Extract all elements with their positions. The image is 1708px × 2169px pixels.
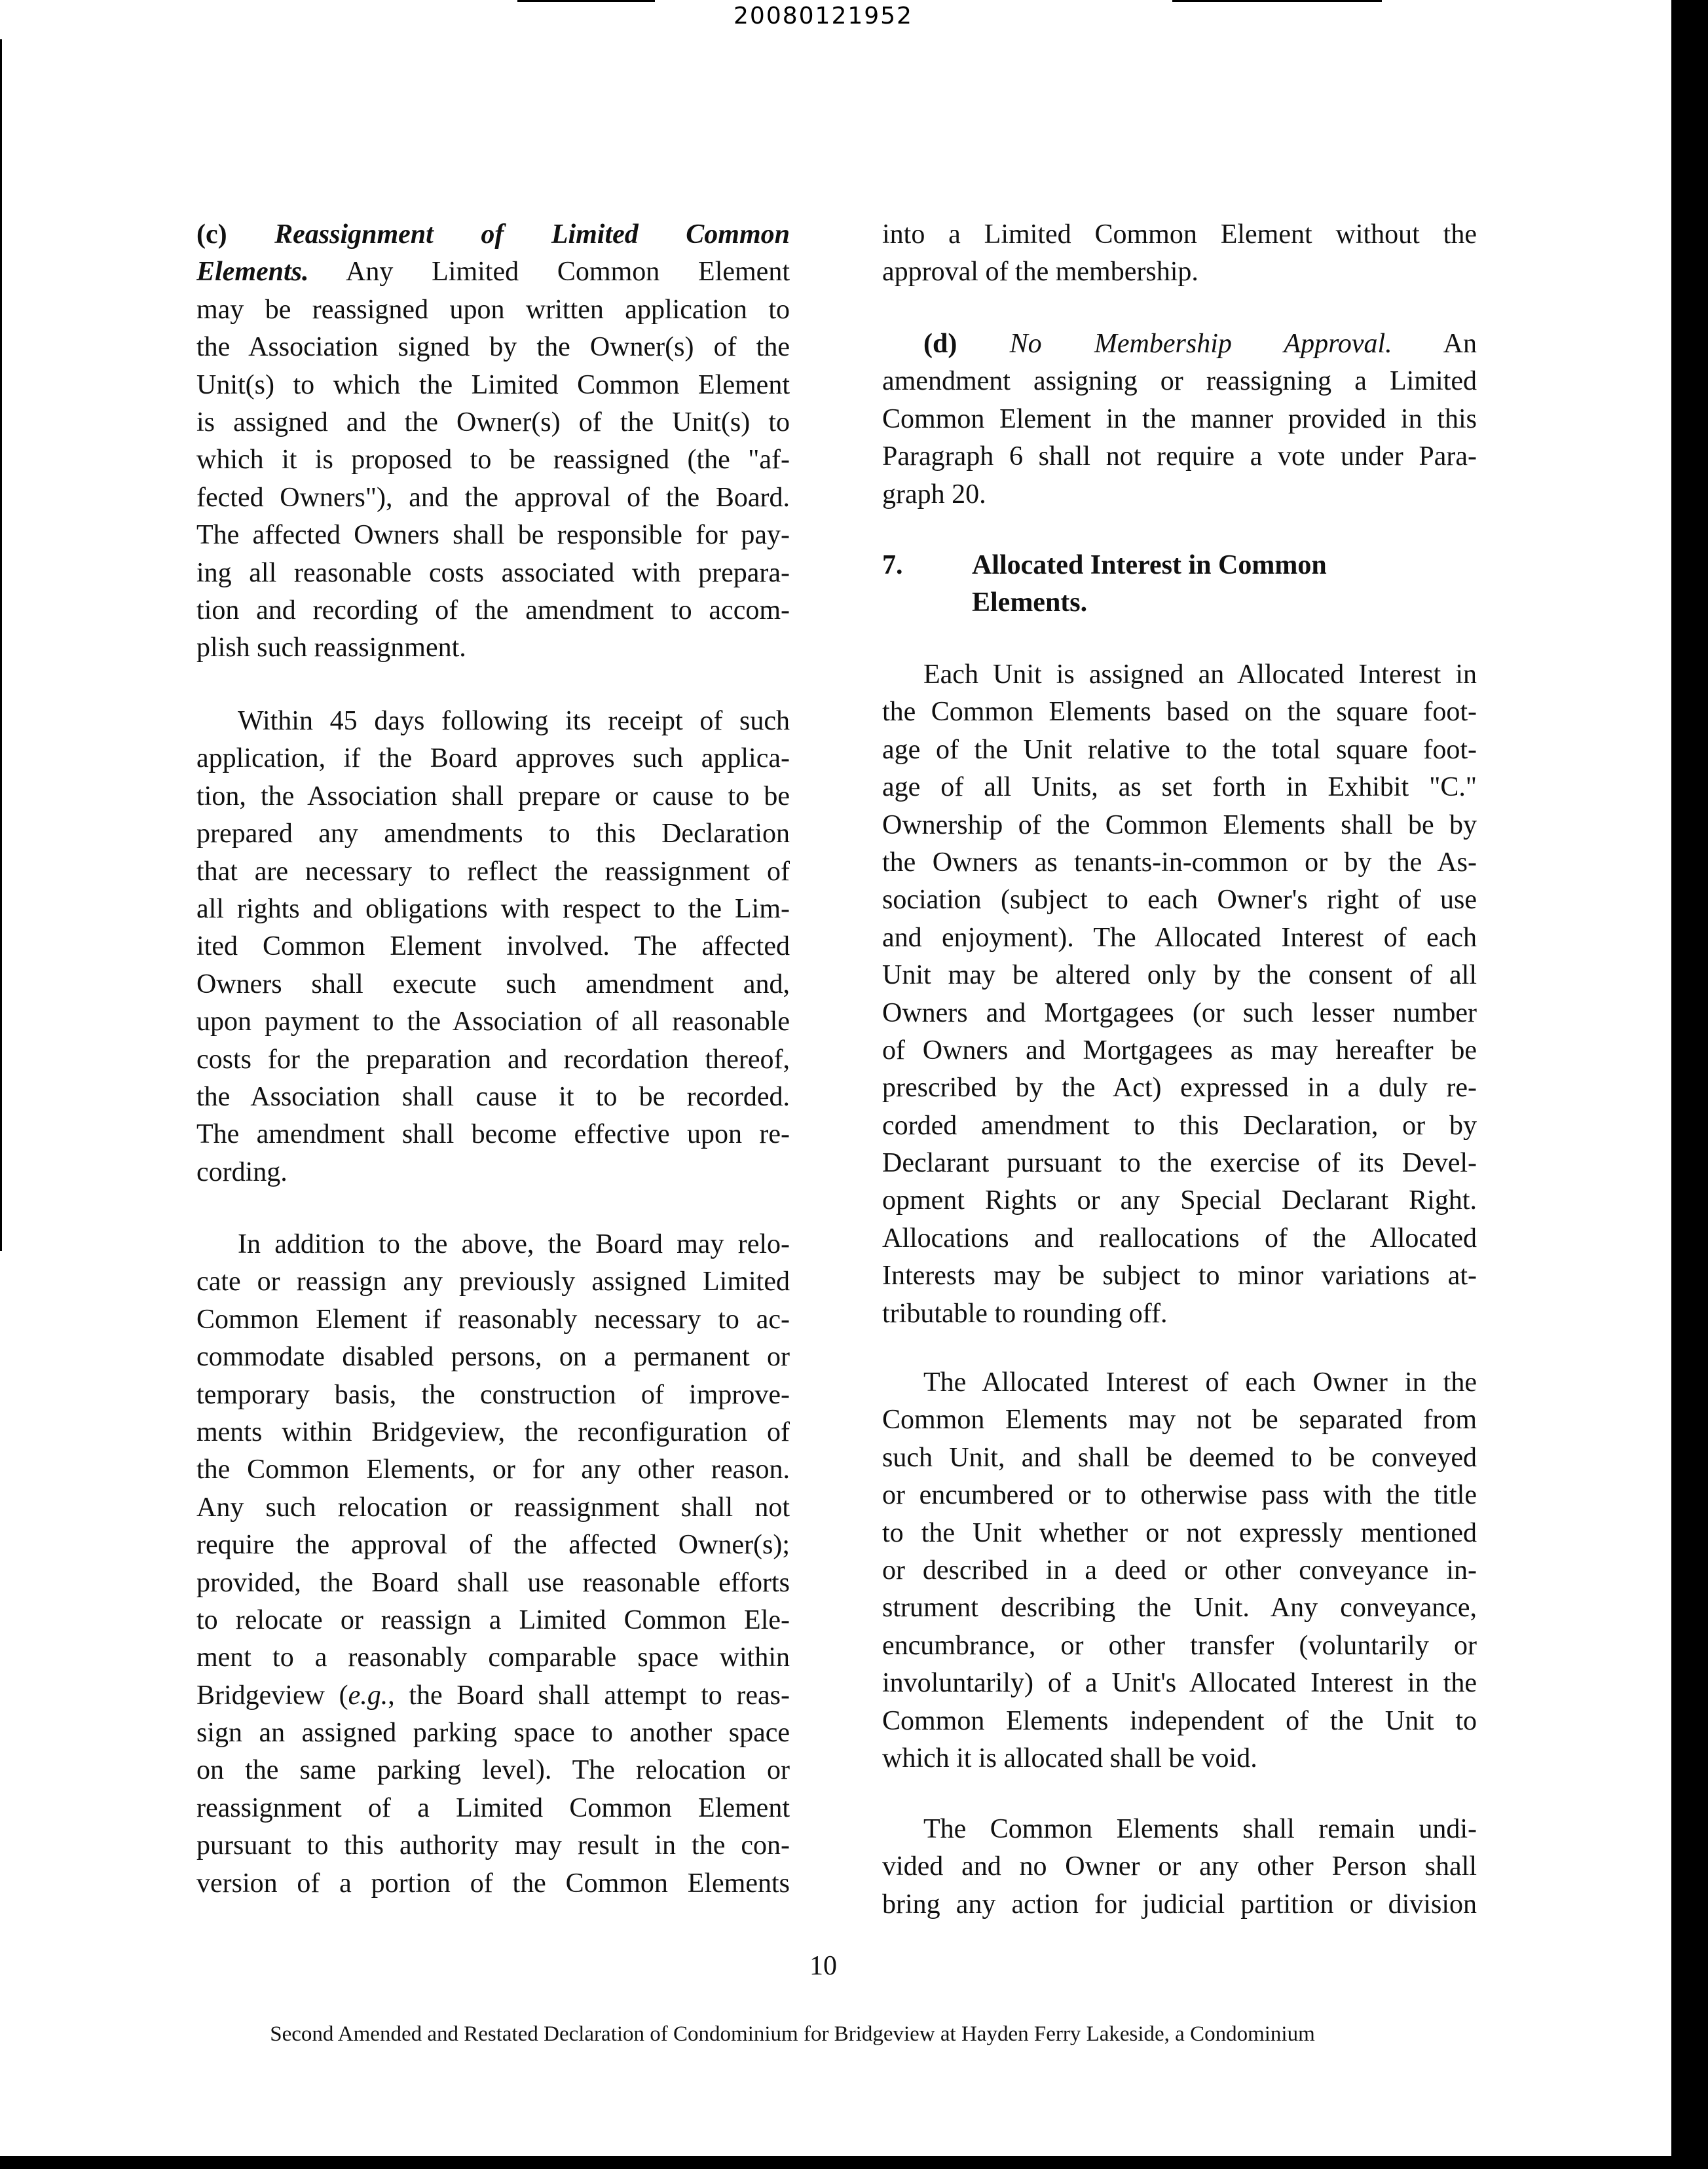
section-number: 7. <box>882 550 903 580</box>
paragraph <box>196 703 790 1191</box>
text-line: prepared any amendments to this Declaration <box>196 819 790 849</box>
text-line: Within 45 days following its receipt of such <box>238 706 790 736</box>
text-line: all rights and obligations with respect to the Lim- <box>196 893 790 924</box>
text-line: application, if the Board approves such applica- <box>196 743 790 774</box>
scan-mark-left-edge <box>0 39 2 1251</box>
paragraph <box>882 216 1477 291</box>
text-line: which it is proposed to be reassigned (the "af- <box>196 445 790 475</box>
emphasis-text: Reassignment of Limited Common <box>274 219 790 250</box>
text-line: encumbrance, or other transfer (voluntarily or <box>882 1630 1477 1661</box>
text-line: sign an assigned parking space to another space <box>196 1718 790 1749</box>
section-title-line-1: Allocated Interest in Common <box>972 550 1327 580</box>
text-line: sociation (subject to each Owner's right of use <box>882 885 1477 916</box>
text-line: the Association shall cause it to be recorded. <box>196 1081 790 1112</box>
text-line: The affected Owners shall be responsible for pay- <box>196 520 790 551</box>
scan-border-right <box>1671 0 1708 2169</box>
text-line: reassignment of a Limited Common Element <box>196 1792 790 1823</box>
text-line: tion and recording of the amendment to accom- <box>196 595 790 625</box>
text-line: ited Common Element involved. The affected <box>196 931 790 962</box>
text-line: or described in a deed or other conveyance in- <box>882 1555 1477 1585</box>
text-line: involuntarily) of a Unit's Allocated Interest in the <box>882 1668 1477 1699</box>
text-line: tion, the Association shall prepare or cause to be <box>196 781 790 811</box>
text-line: fected Owners"), and the approval of the Board. <box>196 482 790 513</box>
text-line: ing all reasonable costs associated with prepara- <box>196 557 790 588</box>
text-line: which it is allocated shall be void. <box>882 1743 1257 1773</box>
text-line: that are necessary to reflect the reassignment of <box>196 856 790 887</box>
footer-title: Second Amended and Restated Declaration of Condominium for Bridgeview at Hayden Ferry Lakeside, a Condominium <box>270 2022 1315 2046</box>
text-line: cate or reassign any previously assigned Limited <box>196 1267 790 1297</box>
text-line: ment to a reasonably comparable space within <box>196 1642 790 1673</box>
text-line: Any such relocation or reassignment shall not <box>196 1492 790 1523</box>
text-line: require the approval of the affected Owner(s); <box>196 1530 790 1561</box>
text-line: Ownership of the Common Elements shall be by <box>882 809 1477 840</box>
text-line: age of the Unit relative to the total square foot- <box>882 734 1477 765</box>
text-line <box>196 1677 790 1715</box>
text-line: Interests may be subject to minor variations at- <box>882 1261 1477 1291</box>
text-line: Unit may be altered only by the consent of all <box>882 960 1477 991</box>
emphasis-text: (c) <box>196 219 275 250</box>
emphasis-text: No Membership Approval. <box>1009 329 1392 359</box>
text-line: tributable to rounding off. <box>882 1298 1168 1329</box>
text-line: Declarant pursuant to the exercise of its Devel- <box>882 1148 1477 1179</box>
text-line <box>882 325 1477 363</box>
text-line: opment Rights or any Special Declarant Right. <box>882 1185 1477 1216</box>
paragraph <box>882 1811 1477 1923</box>
text-line: commodate disabled persons, on a permanent or <box>196 1342 790 1373</box>
text-line: temporary basis, the construction of improve- <box>196 1379 790 1410</box>
text-line: Owners and Mortgagees (or such lesser number <box>882 997 1477 1028</box>
text-line <box>196 216 790 253</box>
text-line: plish such reassignment. <box>196 633 466 663</box>
paragraph <box>196 1226 790 1902</box>
text-line: pursuant to this authority may result in the con- <box>196 1830 790 1861</box>
text-line: Allocations and reallocations of the Allocated <box>882 1223 1477 1253</box>
text-line: Common Elements may not be separated from <box>882 1405 1477 1436</box>
text-line: upon payment to the Association of all reasonable <box>196 1007 790 1037</box>
text-line: ments within Bridgeview, the reconfiguration of <box>196 1417 790 1447</box>
text-line: cording. <box>196 1157 288 1187</box>
scan-mark-top-left <box>517 0 655 2</box>
text-line: on the same parking level). The relocation or <box>196 1755 790 1786</box>
text-line: or encumbered or to otherwise pass with the title <box>882 1480 1477 1511</box>
text-line: The Common Elements shall remain undi- <box>923 1814 1477 1844</box>
emphasis-text: e.g. <box>348 1680 388 1711</box>
text-line: strument describing the Unit. Any conveyance, <box>882 1593 1477 1623</box>
text-line: to relocate or reassign a Limited Common Ele- <box>196 1604 790 1635</box>
text-line: version of a portion of the Common Elements <box>196 1868 790 1899</box>
text-segment: Bridgeview ( <box>196 1680 348 1711</box>
text-line: vided and no Owner or any other Person shall <box>882 1851 1477 1882</box>
paragraph <box>882 1364 1477 1777</box>
text-line: of Owners and Mortgagees as may hereafter be <box>882 1035 1477 1066</box>
paragraph <box>196 216 790 667</box>
text-line: to the Unit whether or not expressly mentioned <box>882 1517 1477 1548</box>
text-line <box>196 253 790 291</box>
text-line: prescribed by the Act) expressed in a duly re- <box>882 1073 1477 1103</box>
emphasis-text: (d) <box>923 329 1010 359</box>
text-line: Unit(s) to which the Limited Common Element <box>196 369 790 400</box>
text-line: Owners shall execute such amendment and, <box>196 969 790 999</box>
text-segment: Any Limited Common Element <box>308 257 790 287</box>
text-segment: An <box>1392 329 1477 359</box>
text-line: is assigned and the Owner(s) of the Unit(s) to <box>196 407 790 437</box>
text-segment: , the Board shall attempt to reas- <box>388 1680 790 1711</box>
text-line: In addition to the above, the Board may relo- <box>238 1229 790 1259</box>
text-line: the Association signed by the Owner(s) of the <box>196 332 790 363</box>
section-title-line-2: Elements. <box>972 587 1088 618</box>
text-line: may be reassigned upon written application to <box>196 294 790 325</box>
text-line: Each Unit is assigned an Allocated Interest in <box>923 659 1477 690</box>
text-line: Paragraph 6 shall not require a vote under Para- <box>882 441 1477 472</box>
text-line: Common Element in the manner provided in this <box>882 403 1477 434</box>
paragraph <box>882 325 1477 513</box>
text-line: Common Elements independent of the Unit to <box>882 1705 1477 1736</box>
text-line: provided, the Board shall use reasonable efforts <box>196 1567 790 1598</box>
scan-border-bottom <box>0 2156 1708 2169</box>
text-line: graph 20. <box>882 479 986 510</box>
text-line: age of all Units, as set forth in Exhibit "C." <box>882 772 1477 803</box>
text-line: costs for the preparation and recordation thereof, <box>196 1044 790 1075</box>
text-line: the Common Elements based on the square foot- <box>882 697 1477 728</box>
text-line: The amendment shall become effective upon re- <box>196 1119 790 1150</box>
document-number: 20080121952 <box>733 3 913 29</box>
scan-mark-top-right <box>1172 0 1382 2</box>
text-line: approval of the membership. <box>882 257 1198 287</box>
paragraph <box>882 656 1477 1333</box>
text-line: and enjoyment). The Allocated Interest of each <box>882 922 1477 953</box>
text-line: the Owners as tenants-in-common or by the As- <box>882 847 1477 878</box>
text-line: Common Element if reasonably necessary to ac- <box>196 1304 790 1335</box>
text-line: The Allocated Interest of each Owner in the <box>923 1367 1477 1398</box>
text-line: corded amendment to this Declaration, or by <box>882 1110 1477 1141</box>
text-line: the Common Elements, or for any other reason. <box>196 1455 790 1485</box>
text-line: such Unit, and shall be deemed to be conveyed <box>882 1442 1477 1473</box>
text-line: bring any action for judicial partition or division <box>882 1889 1477 1919</box>
emphasis-text: Elements. <box>196 257 309 287</box>
text-line: into a Limited Common Element without the <box>882 219 1477 250</box>
page-number: 10 <box>809 1951 837 1981</box>
text-line: amendment assigning or reassigning a Limited <box>882 366 1477 397</box>
